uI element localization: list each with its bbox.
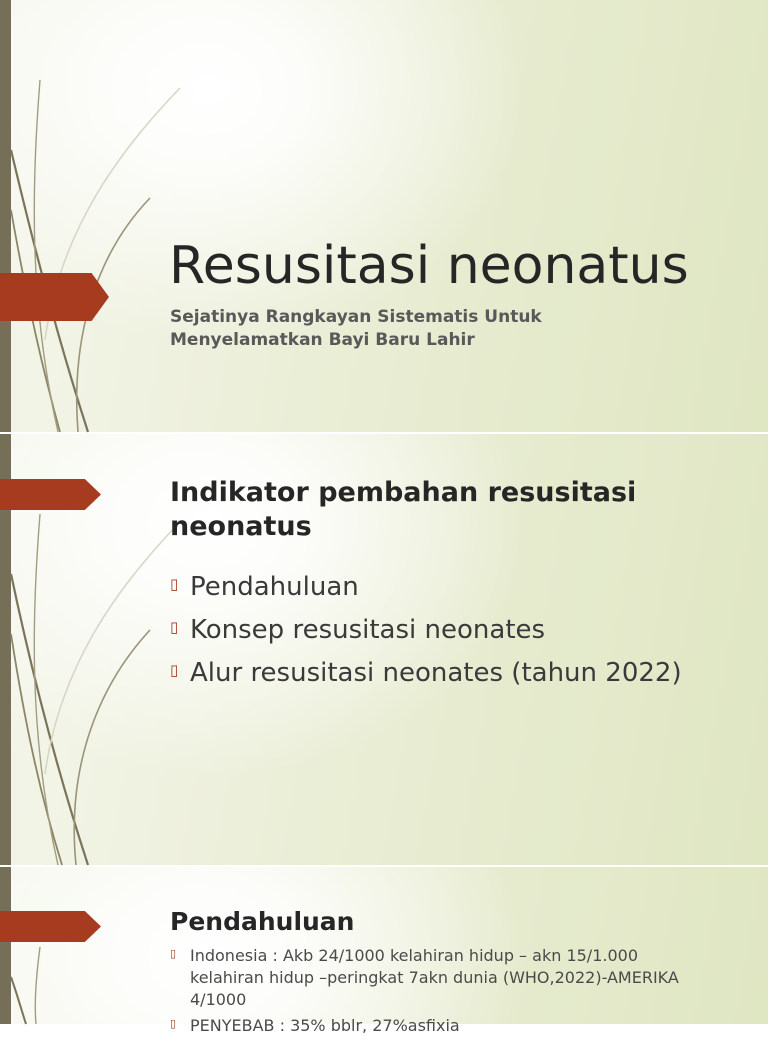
- title-marker-arrow: [0, 911, 101, 942]
- list-item-text: Alur resusitasi neonates (tahun 2022): [190, 658, 682, 688]
- slide-subtitle: Sejatinya Rangkayan Sistematis Untuk Menyelamatkan Bayi Baru Lahir: [170, 307, 542, 350]
- list-item: [168, 570, 688, 604]
- list-item: [168, 656, 688, 690]
- list-item-text: Konsep resusitasi neonates: [190, 615, 546, 645]
- list-item: [168, 1015, 708, 1037]
- bullet-icon: ▯: [170, 575, 179, 593]
- bullet-icon: ▯: [170, 618, 179, 636]
- list-item: [168, 613, 688, 647]
- list-item: [168, 945, 708, 1011]
- list-item-text: Pendahuluan: [190, 572, 359, 602]
- list-item-text: PENYEBAB : 35% bblr, 27%asfixia: [190, 1016, 460, 1035]
- title-marker-arrow: [0, 479, 101, 510]
- slide-title: Resusitasi neonatus: [169, 236, 689, 296]
- slide-3[interactable]: [0, 867, 768, 1035]
- list-item-text: Indonesia : Akb 24/1000 kelahiran hidup – akn 15/1.000 kelahiran hidup –peringkat 7akn dunia (WHO,2022)-AMERIKA 4/1000: [190, 946, 679, 1009]
- slide-title: Pendahuluan: [170, 907, 355, 936]
- bullet-list: [168, 945, 708, 1041]
- slide-2[interactable]: [0, 434, 768, 865]
- decorative-tendrils: [0, 0, 200, 432]
- title-marker-arrow: [0, 273, 109, 321]
- bullet-icon: ▯: [170, 947, 177, 960]
- slide-1[interactable]: [0, 0, 768, 432]
- bullet-list: [168, 570, 688, 699]
- bullet-icon: ▯: [170, 661, 179, 679]
- bullet-icon: ▯: [170, 1017, 177, 1030]
- slide-title: Indikator pembahan resusitasi neonatus: [170, 477, 637, 542]
